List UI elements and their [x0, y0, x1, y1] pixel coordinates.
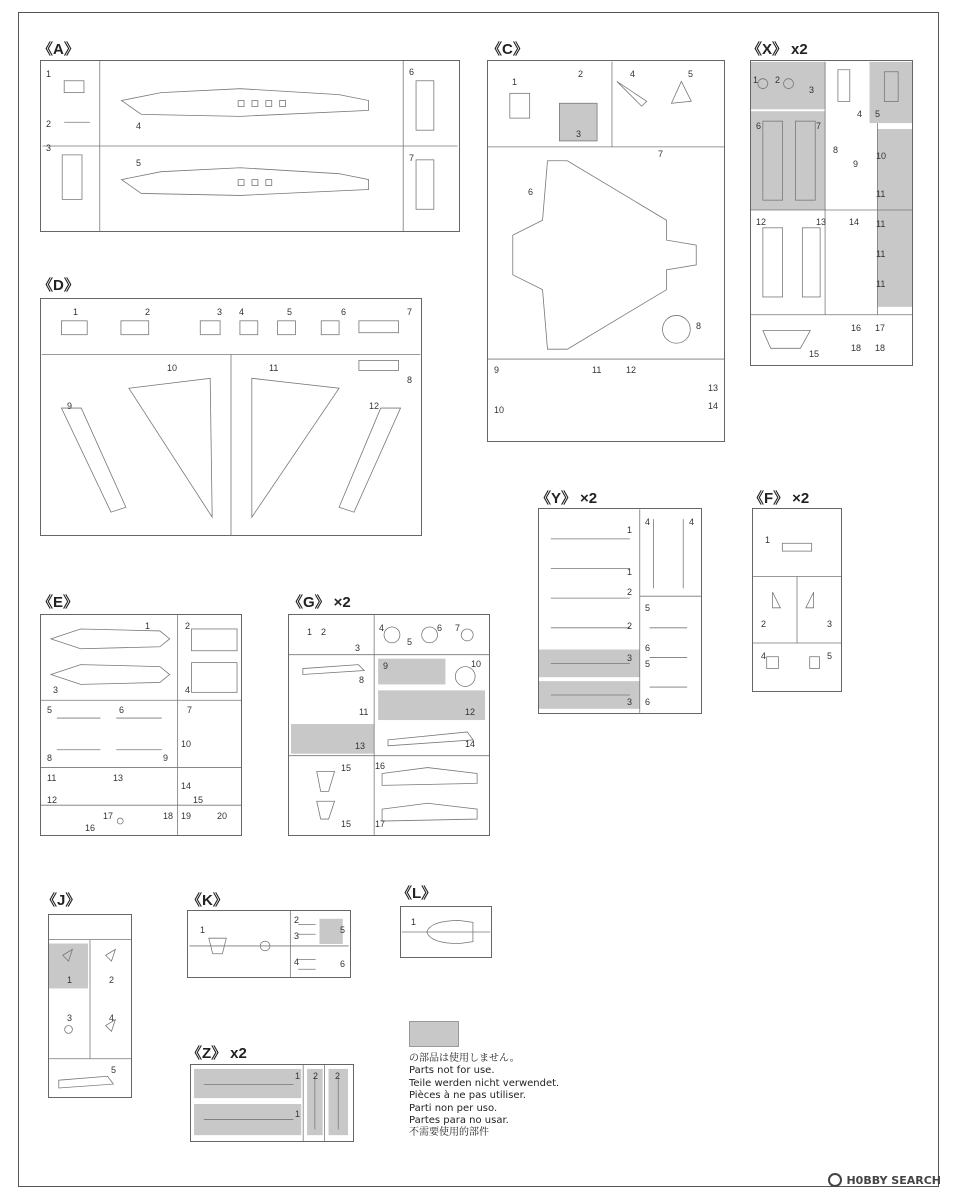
sprue-title-k: 《K》 — [187, 892, 228, 909]
part-number: 12 — [47, 795, 58, 805]
sprue-l-drawing — [401, 907, 491, 957]
part-number: 4 — [761, 651, 767, 661]
part-number: 4 — [136, 121, 142, 131]
part-number: 13 — [816, 217, 827, 227]
part-number: 4 — [689, 517, 695, 527]
part-number: 4 — [645, 517, 651, 527]
part-number: 5 — [287, 307, 293, 317]
part-number: 14 — [465, 739, 476, 749]
part-number: 6 — [756, 121, 762, 131]
part-number: 6 — [409, 67, 415, 77]
brand-logo-icon — [828, 1173, 842, 1187]
part-number: 18 — [875, 343, 886, 353]
part-number: 1 — [627, 567, 633, 577]
part-number: 1 — [765, 535, 771, 545]
part-number: 2 — [109, 975, 115, 985]
sprue-c — [487, 60, 725, 442]
sprue-g-drawing — [289, 615, 489, 835]
sprue-j-drawing — [49, 915, 131, 1097]
watermark-text: H0BBY SEARCH — [846, 1173, 941, 1187]
sprue-e — [40, 614, 242, 836]
part-number: 1 — [627, 525, 633, 535]
sprue-title-z: 《Z》 x2 — [187, 1045, 247, 1062]
part-number: 2 — [46, 119, 52, 129]
part-number: 15 — [341, 819, 352, 829]
part-number: 14 — [849, 217, 860, 227]
sprue-a-drawing — [41, 61, 459, 231]
sprue-y-drawing — [539, 509, 701, 713]
sprue-title-c: 《C》 — [487, 41, 528, 58]
sprue-a — [40, 60, 460, 232]
sprue-title-d: 《D》 — [38, 277, 79, 294]
part-number: 7 — [455, 623, 461, 633]
sprue-title-a: 《A》 — [38, 41, 79, 58]
legend-line: Teile werden nicht verwendet. — [409, 1077, 560, 1089]
part-number: 1 — [295, 1109, 301, 1119]
sprue-x-drawing — [751, 61, 912, 365]
part-number: 12 — [756, 217, 767, 227]
legend-line: Parti non per uso. — [409, 1102, 498, 1114]
legend-line: Partes para no usar. — [409, 1115, 509, 1127]
part-number: 9 — [383, 661, 389, 671]
watermark — [828, 1173, 941, 1187]
part-number: 3 — [809, 85, 815, 95]
part-number: 2 — [775, 75, 781, 85]
part-number: 11 — [359, 707, 369, 717]
part-number: 15 — [809, 349, 820, 359]
sprue-f — [752, 508, 842, 692]
part-number: 11 — [592, 365, 602, 375]
part-number: 17 — [875, 323, 886, 333]
part-number: 1 — [73, 307, 79, 317]
sprue-title-x: 《X》 x2 — [747, 41, 808, 58]
part-number: 13 — [113, 773, 124, 783]
part-number: 3 — [53, 685, 59, 695]
sprue-z-drawing — [191, 1065, 353, 1141]
part-number: 2 — [627, 587, 633, 597]
part-number: 10 — [167, 363, 178, 373]
part-number: 8 — [407, 375, 413, 385]
sprue-title-l: 《L》 — [397, 885, 437, 902]
part-number: 11 — [47, 773, 57, 783]
sprue-d-drawing — [41, 299, 421, 535]
sprue-e-drawing — [41, 615, 241, 835]
part-number: 8 — [696, 321, 702, 331]
unused-parts-legend — [409, 1053, 559, 1140]
part-number: 19 — [181, 811, 192, 821]
part-number: 2 — [294, 915, 300, 925]
part-number: 5 — [136, 158, 142, 168]
part-number: 9 — [163, 753, 169, 763]
part-number: 1 — [753, 75, 759, 85]
part-number: 16 — [851, 323, 862, 333]
sprue-j — [48, 914, 132, 1098]
part-number: 4 — [379, 623, 385, 633]
part-number: 6 — [437, 623, 443, 633]
legend-line: 不需要使用的部件 — [409, 1127, 489, 1139]
part-number: 12 — [465, 707, 476, 717]
part-number: 1 — [145, 621, 151, 631]
part-number: 3 — [46, 143, 52, 153]
part-number: 6 — [341, 307, 347, 317]
part-number: 18 — [163, 811, 174, 821]
part-number: 7 — [409, 153, 415, 163]
part-number: 1 — [200, 925, 206, 935]
part-number: 5 — [407, 637, 413, 647]
part-number: 3 — [627, 697, 633, 707]
sprue-k — [187, 910, 351, 978]
part-number: 12 — [626, 365, 637, 375]
part-number: 2 — [578, 69, 584, 79]
part-number: 3 — [67, 1013, 73, 1023]
part-number: 16 — [375, 761, 386, 771]
part-number: 7 — [407, 307, 413, 317]
part-number: 5 — [47, 705, 53, 715]
part-number: 5 — [688, 69, 694, 79]
part-number: 11 — [876, 279, 886, 289]
sprue-title-f: 《F》 ×2 — [749, 490, 810, 507]
sprue-z — [190, 1064, 354, 1142]
part-number: 4 — [294, 957, 300, 967]
sprue-k-drawing — [188, 911, 350, 977]
part-number: 14 — [181, 781, 192, 791]
part-number: 5 — [645, 603, 651, 613]
part-number: 1 — [46, 69, 52, 79]
part-number: 8 — [833, 145, 839, 155]
sprue-x — [750, 60, 913, 366]
part-number: 5 — [111, 1065, 117, 1075]
part-number: 2 — [627, 621, 633, 631]
part-number: 5 — [875, 109, 881, 119]
part-number: 5 — [645, 659, 651, 669]
part-number: 11 — [269, 363, 279, 373]
part-number: 4 — [857, 109, 863, 119]
part-number: 11 — [876, 189, 886, 199]
part-number: 5 — [340, 925, 346, 935]
part-number: 6 — [645, 697, 651, 707]
part-number: 13 — [355, 741, 366, 751]
part-number: 20 — [217, 811, 228, 821]
part-number: 8 — [47, 753, 53, 763]
part-number: 4 — [185, 685, 191, 695]
part-number: 17 — [375, 819, 386, 829]
part-number: 1 — [512, 77, 518, 87]
sprue-title-e: 《E》 — [38, 594, 79, 611]
part-number: 11 — [876, 249, 886, 259]
part-number: 10 — [471, 659, 482, 669]
part-number: 6 — [340, 959, 346, 969]
sprue-l — [400, 906, 492, 958]
part-number: 2 — [761, 619, 767, 629]
part-number: 10 — [876, 151, 887, 161]
part-number: 2 — [185, 621, 191, 631]
sprue-d — [40, 298, 422, 536]
sprue-title-j: 《J》 — [42, 892, 81, 909]
part-number: 14 — [708, 401, 719, 411]
part-number: 9 — [494, 365, 500, 375]
part-number: 3 — [627, 653, 633, 663]
part-number: 2 — [145, 307, 151, 317]
sprue-c-drawing — [488, 61, 724, 441]
part-number: 8 — [359, 675, 365, 685]
part-number: 3 — [827, 619, 833, 629]
part-number: 4 — [630, 69, 636, 79]
legend-line: の部品は使用しません。 — [409, 1053, 520, 1064]
part-number: 6 — [645, 643, 651, 653]
part-number: 18 — [851, 343, 862, 353]
unused-parts-swatch — [409, 1021, 459, 1047]
part-number: 9 — [853, 159, 859, 169]
part-number: 3 — [355, 643, 361, 653]
part-number: 6 — [119, 705, 125, 715]
part-number: 10 — [181, 739, 192, 749]
part-number: 7 — [187, 705, 193, 715]
part-number: 1 — [295, 1071, 301, 1081]
legend-line: Parts not for use. — [409, 1065, 495, 1077]
part-number: 15 — [193, 795, 204, 805]
part-number: 5 — [827, 651, 833, 661]
part-number: 15 — [341, 763, 352, 773]
part-number: 10 — [494, 405, 505, 415]
part-number: 16 — [85, 823, 96, 833]
part-number: 1 — [411, 917, 417, 927]
part-number: 6 — [528, 187, 534, 197]
part-number: 2 — [321, 627, 327, 637]
part-number: 11 — [876, 219, 886, 229]
part-number: 3 — [294, 931, 300, 941]
part-number: 13 — [708, 383, 719, 393]
part-number: 4 — [239, 307, 245, 317]
sprue-title-g: 《G》 ×2 — [288, 594, 351, 611]
part-number: 12 — [369, 401, 380, 411]
part-number: 7 — [816, 121, 822, 131]
part-number: 7 — [658, 149, 664, 159]
part-number: 1 — [307, 627, 313, 637]
sprue-y — [538, 508, 702, 714]
part-number: 17 — [103, 811, 114, 821]
part-number: 4 — [109, 1013, 115, 1023]
part-number: 3 — [217, 307, 223, 317]
sprue-g — [288, 614, 490, 836]
sprue-title-y: 《Y》 ×2 — [536, 490, 598, 507]
part-number: 2 — [335, 1071, 341, 1081]
part-number: 2 — [313, 1071, 319, 1081]
part-number: 3 — [576, 129, 582, 139]
legend-line: Pièces à ne pas utiliser. — [409, 1090, 526, 1102]
part-number: 1 — [67, 975, 73, 985]
part-number: 9 — [67, 401, 73, 411]
